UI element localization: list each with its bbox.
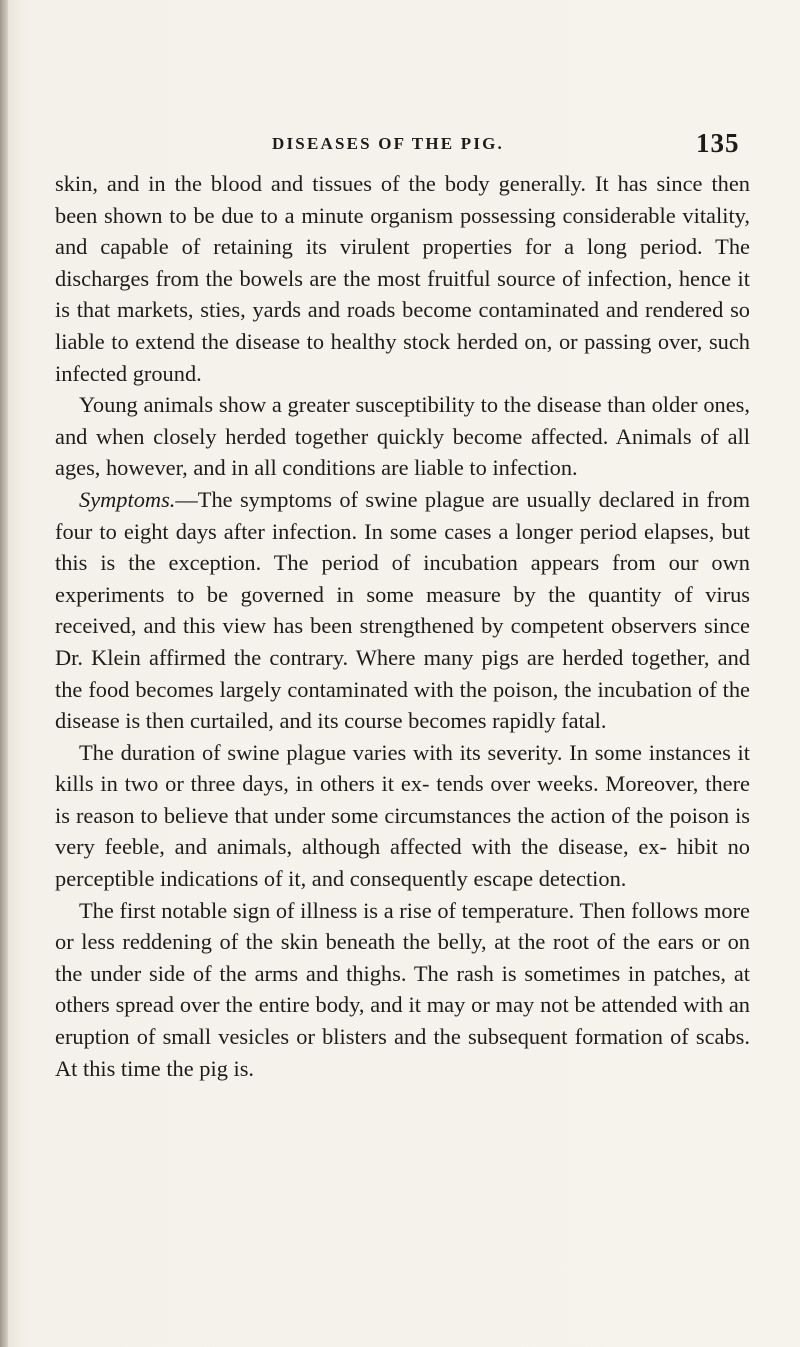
binding-gutter-shadow: [0, 0, 8, 1347]
paragraph-1-text: skin, and in the blood and tissues of the body generally. It has since then been shown to be due to a minute organism possessing considerable vitality, and capable of retaining its virulent properties for a long period. The discharges from the bowels are the most fruitful source of infection, hence it is that markets, sties, yards and roads become contaminated and rendered so liable to extend the disease to healthy stock herded on, or passing over, such infected ground.: [55, 171, 750, 386]
page-number: 135: [696, 128, 740, 158]
body-text: [55, 168, 750, 1084]
paragraph-2: [55, 389, 750, 484]
paragraph-3-text: —The symptoms of swine plague are usually declared in from four to eight days after infection. In some cases a longer period elapses, but this is the exception. The period of incubation appears from our own experiments to be governed in some measure by the quantity of virus received, and this view has been strengthened by competent observers since Dr. Klein affirmed the contrary. Where many pigs are herded together, and the food becomes largely contaminated with the poison, the incubation of the disease is then curtailed, and its course becomes rapidly fatal.: [55, 486, 750, 734]
running-head: [0, 128, 800, 158]
paragraph-5: [55, 895, 750, 1085]
paragraph-5-text: The first notable sign of illness is a rise of temperature. Then follows more or less reddening of the skin beneath the belly, at the root of the ears or on the under side of the arms and thighs. The rash is sometimes in patches, at others spread over the entire body, and it may or may not be attended with an eruption of small vesicles or blisters and the subsequent formation of scabs. At this time the pig is.: [55, 897, 750, 1081]
paragraph-3: [55, 484, 750, 737]
paragraph-2-text: Young animals show a greater susceptibility to the disease than older ones, and when closely herded together quickly become affected. Animals of all ages, however, and in all conditions are liable to infection.: [55, 392, 750, 481]
paragraph-1: [55, 168, 750, 389]
paragraph-4-text: The duration of swine plague varies with its severity. In some instances it kills in two or three days, in others it ex- tends over weeks. Moreover, there is reason to believe that under some circumstances the action of the poison is very feeble, and animals, although affected with the disease, ex- hibit no perceptible indications of it, and consequently escape detection.: [55, 739, 750, 892]
paragraph-4: [55, 737, 750, 895]
running-title: DISEASES OF THE PIG.: [272, 134, 505, 153]
side-heading-symptoms: Symptoms.: [79, 486, 176, 512]
